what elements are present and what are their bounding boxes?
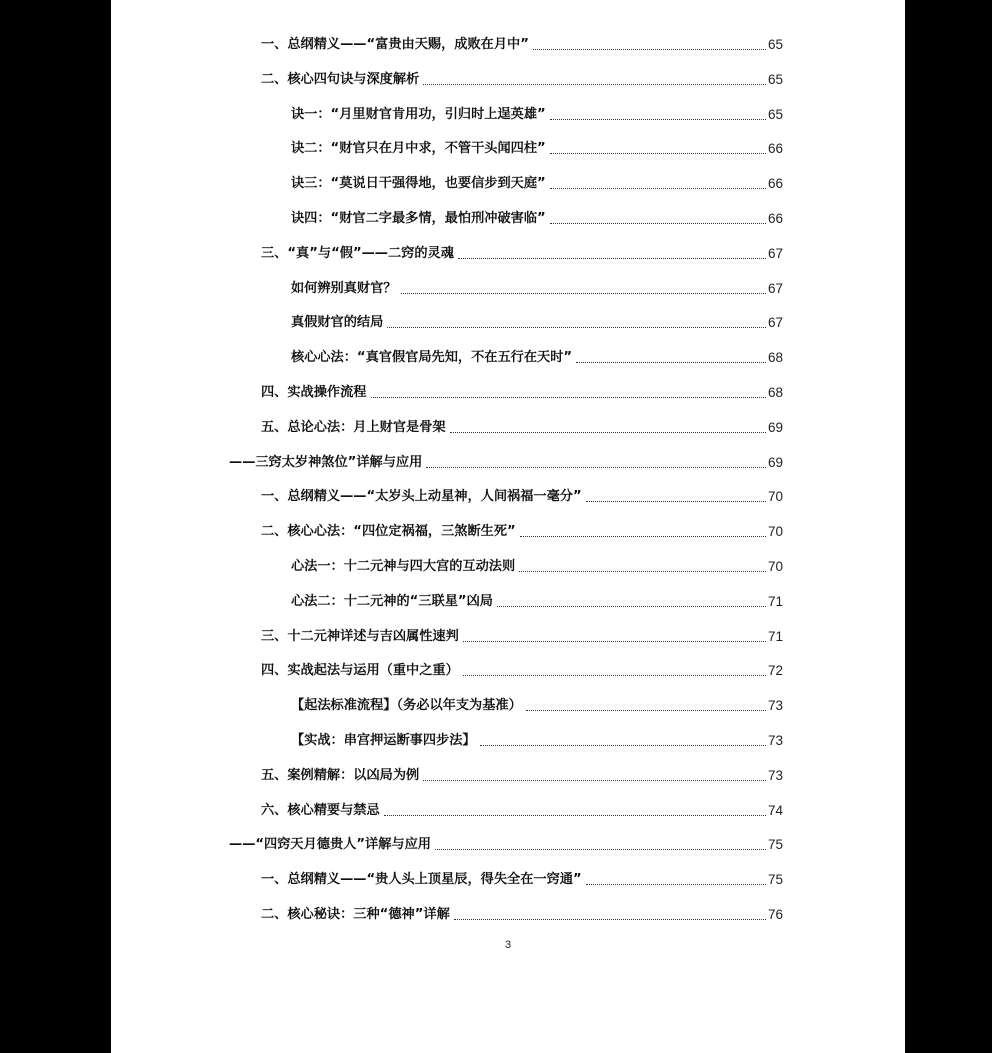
dot-leader <box>520 535 766 537</box>
toc-entry-title: 三、“真”与“假”——二窍的灵魂 <box>261 245 454 261</box>
toc-entry-page: 72 <box>767 663 783 679</box>
toc-entry[interactable] <box>111 656 905 680</box>
toc-entry-title: 一、总纲精义——“贵人头上顶星辰，得失全在一窍通” <box>261 872 582 888</box>
toc-entry[interactable] <box>111 239 905 263</box>
toc-entry-page: 73 <box>767 733 783 748</box>
toc-entry-title: 二、核心秘诀：三种“德神”详解 <box>261 907 450 922</box>
toc-entry[interactable] <box>111 169 905 193</box>
toc-entry[interactable] <box>111 830 905 854</box>
toc-entry[interactable] <box>111 726 905 750</box>
dot-leader <box>454 918 766 920</box>
toc-entry-title: 心法二：十二元神的“三联星”凶局 <box>291 593 493 609</box>
toc-entry-page: 68 <box>767 385 783 400</box>
toc-entry[interactable] <box>111 622 905 646</box>
page-number: 3 <box>504 939 512 951</box>
toc-entry-page: 65 <box>767 71 783 87</box>
dot-leader <box>586 883 766 885</box>
toc-entry[interactable] <box>111 343 905 367</box>
toc-entry-title: 心法一：十二元神与四大宫的互动法则 <box>291 559 516 574</box>
dot-leader <box>384 814 766 816</box>
dot-leader <box>426 466 766 468</box>
toc-entry-page: 76 <box>767 907 783 922</box>
toc-entry[interactable] <box>111 413 905 437</box>
toc-entry[interactable] <box>111 587 905 611</box>
toc-entry-page: 75 <box>767 837 783 853</box>
toc-entry-page: 66 <box>767 141 783 157</box>
toc-entry-page: 70 <box>767 489 783 505</box>
dot-leader <box>576 361 766 363</box>
document-page <box>111 0 905 1053</box>
toc-entry-page: 65 <box>767 106 783 122</box>
toc-entry-page: 66 <box>767 176 783 192</box>
toc-entry-page: 73 <box>767 767 783 783</box>
toc-entry-page: 73 <box>767 698 783 714</box>
toc-entry-page: 71 <box>767 593 783 609</box>
toc-entry-title: 如何辨别真财官？ <box>291 280 397 296</box>
toc-entry-title: ——三窍太岁神煞位”详解与应用 <box>229 454 423 470</box>
toc-entry[interactable] <box>111 308 905 332</box>
dot-leader <box>533 48 766 50</box>
dot-leader <box>519 570 766 572</box>
dot-leader <box>401 292 766 294</box>
dot-leader <box>423 83 766 85</box>
toc-entry[interactable] <box>111 517 905 541</box>
toc-entry-title: 一、总纲精义——“太岁头上动星神，人间祸福一毫分” <box>261 489 582 505</box>
toc-entry-title: 二、核心四句诀与深度解析 <box>261 71 420 87</box>
dot-leader <box>423 779 766 781</box>
toc-entry-page: 70 <box>767 559 783 574</box>
dot-leader <box>497 605 766 607</box>
toc-entry-title: 四、实战起法与运用（重中之重） <box>261 663 459 679</box>
toc-entry-title: 三、十二元神详述与吉凶属性速判 <box>261 628 459 644</box>
toc-entry-page: 66 <box>767 211 783 226</box>
toc-entry-page: 67 <box>767 280 783 296</box>
dot-leader <box>371 396 766 398</box>
toc-entry-title: 诀一：“月里财官肯用功，引归时上逞英雄” <box>291 106 546 122</box>
toc-entry[interactable] <box>111 865 905 889</box>
toc-entry[interactable] <box>111 204 905 228</box>
toc-entry-page: 67 <box>767 315 783 331</box>
toc-entry-title: 真假财官的结局 <box>291 315 384 331</box>
dot-leader <box>550 118 766 120</box>
toc-entry-page: 74 <box>767 802 783 818</box>
toc-entry-title: 六、核心精要与禁忌 <box>261 802 380 818</box>
toc-entry[interactable] <box>111 900 905 924</box>
dot-leader <box>586 500 766 502</box>
dot-leader <box>526 709 766 711</box>
toc-entry[interactable] <box>111 448 905 472</box>
dot-leader <box>550 187 766 189</box>
toc-entry[interactable] <box>111 482 905 506</box>
toc-entry[interactable] <box>111 134 905 158</box>
toc-entry[interactable] <box>111 552 905 576</box>
toc-entry-title: 一、总纲精义——“富贵由天赐，成败在月中” <box>261 37 529 52</box>
toc-entry-title: 二、核心心法：“四位定祸福，三煞断生死” <box>261 524 516 540</box>
toc-entry[interactable] <box>111 65 905 89</box>
toc-entry-title: 核心心法：“真官假官局先知，不在五行在天时” <box>291 350 573 366</box>
toc-entry-page: 70 <box>767 524 783 540</box>
toc-entry[interactable] <box>111 378 905 402</box>
toc-entry-page: 75 <box>767 872 783 888</box>
toc-entry[interactable] <box>111 100 905 124</box>
toc-entry-title: 诀三：“莫说日干强得地，也要信步到天庭” <box>291 176 546 192</box>
toc-entry-title: 【起法标准流程】（务必以年支为基准） <box>291 698 522 714</box>
toc-entry-page: 69 <box>767 419 783 435</box>
dot-leader <box>463 674 766 676</box>
toc-entry-title: 五、案例精解：以凶局为例 <box>261 767 420 783</box>
toc-entry[interactable] <box>111 691 905 715</box>
toc-entry-page: 68 <box>767 350 783 366</box>
dot-leader <box>435 848 766 850</box>
toc-entry-page: 69 <box>767 454 783 470</box>
dot-leader <box>463 640 766 642</box>
toc-entry-title: 诀四：“财官二字最多情，最怕刑冲破害临” <box>291 211 546 226</box>
dot-leader <box>550 222 766 224</box>
toc-entry-title: 【实战：串宫押运断事四步法】 <box>291 733 476 748</box>
toc-entry[interactable] <box>111 274 905 298</box>
dot-leader <box>458 257 766 259</box>
table-of-contents <box>111 0 905 1000</box>
toc-entry-page: 65 <box>767 37 783 52</box>
toc-entry[interactable] <box>111 796 905 820</box>
dot-leader <box>550 152 766 154</box>
toc-entry[interactable] <box>111 30 905 54</box>
toc-entry-title: 四、实战操作流程 <box>261 385 367 400</box>
dot-leader <box>450 431 766 433</box>
toc-entry-page: 71 <box>767 628 783 644</box>
toc-entry-title: 诀二：“财官只在月中求，不管干头闻四柱” <box>291 141 546 157</box>
toc-entry[interactable] <box>111 761 905 785</box>
toc-entry-title: ——“四窍天月德贵人”详解与应用 <box>229 837 431 853</box>
dot-leader <box>480 744 766 746</box>
toc-entry-page: 67 <box>767 245 783 261</box>
dot-leader <box>387 326 766 328</box>
toc-entry-title: 五、总论心法：月上财官是骨架 <box>261 419 446 435</box>
